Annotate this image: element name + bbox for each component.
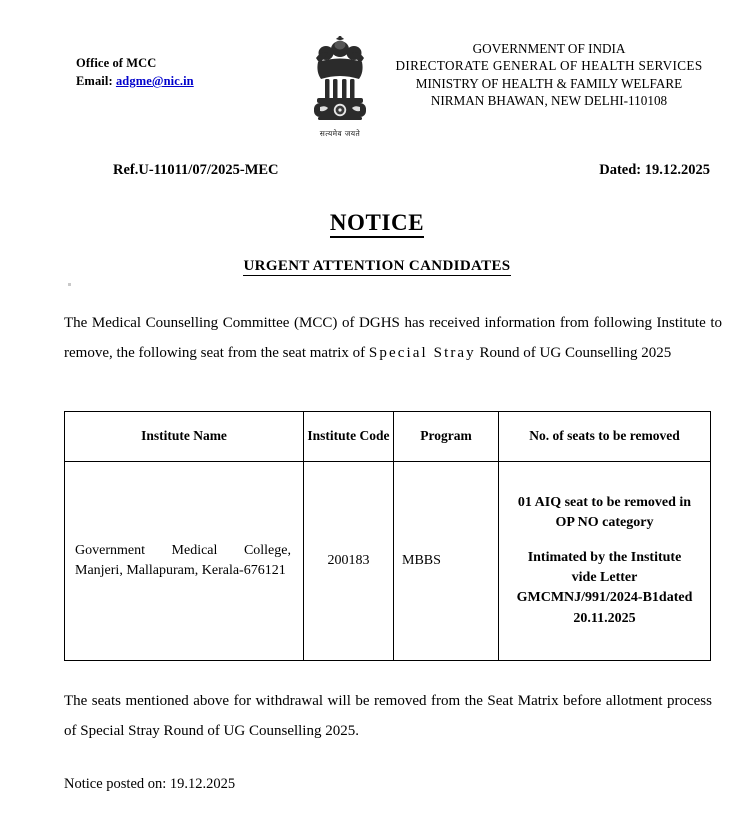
intro-emphasis-special-stray: Special Stray <box>368 345 476 361</box>
seat-withdrawal-table <box>64 411 711 661</box>
document-date: Dated: 19.12.2025 <box>599 162 710 178</box>
table-header-row <box>65 412 711 462</box>
seats-letter-reference: GMCMNJ/991/2024-B1dated <box>516 590 693 606</box>
gov-line-ministry: MINISTRY OF HEALTH & FAMILY WELFARE <box>415 75 683 91</box>
notice-posted-on: Notice posted on: 19.12.2025 <box>64 776 236 792</box>
intro-paragraph <box>64 308 722 368</box>
cell-institute-code: 200183 <box>304 462 394 661</box>
office-contact-block <box>76 54 194 90</box>
page-title-text: NOTICE <box>330 210 424 238</box>
column-header-institute-name: Institute Name <box>65 412 304 462</box>
intro-part-two: Round of UG Counselling 2025 <box>475 345 672 361</box>
cell-seats-removed <box>499 462 711 661</box>
emblem-motto: सत्यमेव जयते <box>319 129 361 138</box>
page-subtitle <box>0 258 754 275</box>
seats-removed-line-2: OP NO category <box>555 515 654 531</box>
scan-artifact-mark <box>68 283 71 286</box>
table-row <box>65 462 711 661</box>
seats-spacer <box>505 534 704 548</box>
state-emblem-block <box>303 36 377 139</box>
seats-intimation-line-2: vide Letter <box>571 570 638 585</box>
intro-part-one: The Medical Counselling Committee (MCC) of DGHS has received information from following Institute to remove, the following seat from the seat matrix of <box>64 315 722 361</box>
gov-line-directorate: DIRECTORATE GENERAL OF HEALTH SERVICES <box>395 58 703 74</box>
gov-line-address: NIRMAN BHAWAN, NEW DELHI-110108 <box>430 93 668 109</box>
seats-removed-line-1: 01 AIQ seat to be removed in <box>517 495 692 511</box>
column-header-program: Program <box>394 412 499 462</box>
gov-line-country: GOVERNMENT OF INDIA <box>472 41 626 56</box>
page-title <box>0 210 754 236</box>
page-subtitle-text: URGENT ATTENTION CANDIDATES <box>243 258 511 274</box>
email-line <box>76 72 194 90</box>
state-emblem-of-india-icon <box>305 36 375 128</box>
column-header-seats-removed: No. of seats to be removed <box>499 412 711 462</box>
government-address-block <box>386 40 712 110</box>
reference-row <box>64 162 710 184</box>
reference-number: Ref.U-11011/07/2025-MEC <box>113 162 279 178</box>
column-header-institute-code: Institute Code <box>304 412 394 462</box>
cell-program: MBBS <box>394 462 499 661</box>
seats-letter-date: 20.11.2025 <box>573 610 636 626</box>
seats-intimation-line-1: Intimated by the Institute <box>527 549 682 565</box>
letterhead <box>0 36 754 156</box>
closing-paragraph: The seats mentioned above for withdrawal will be removed from the Seat Matrix before allotment process of Special Stray Round of UG Counselling 2025. <box>64 693 712 739</box>
office-label: Office of MCC <box>76 56 157 70</box>
email-link[interactable]: adgme@nic.in <box>115 74 194 89</box>
email-label: Email: <box>76 74 113 89</box>
cell-institute-name: Government Medical College, Manjeri, Mallapuram, Kerala-676121 <box>65 462 304 661</box>
